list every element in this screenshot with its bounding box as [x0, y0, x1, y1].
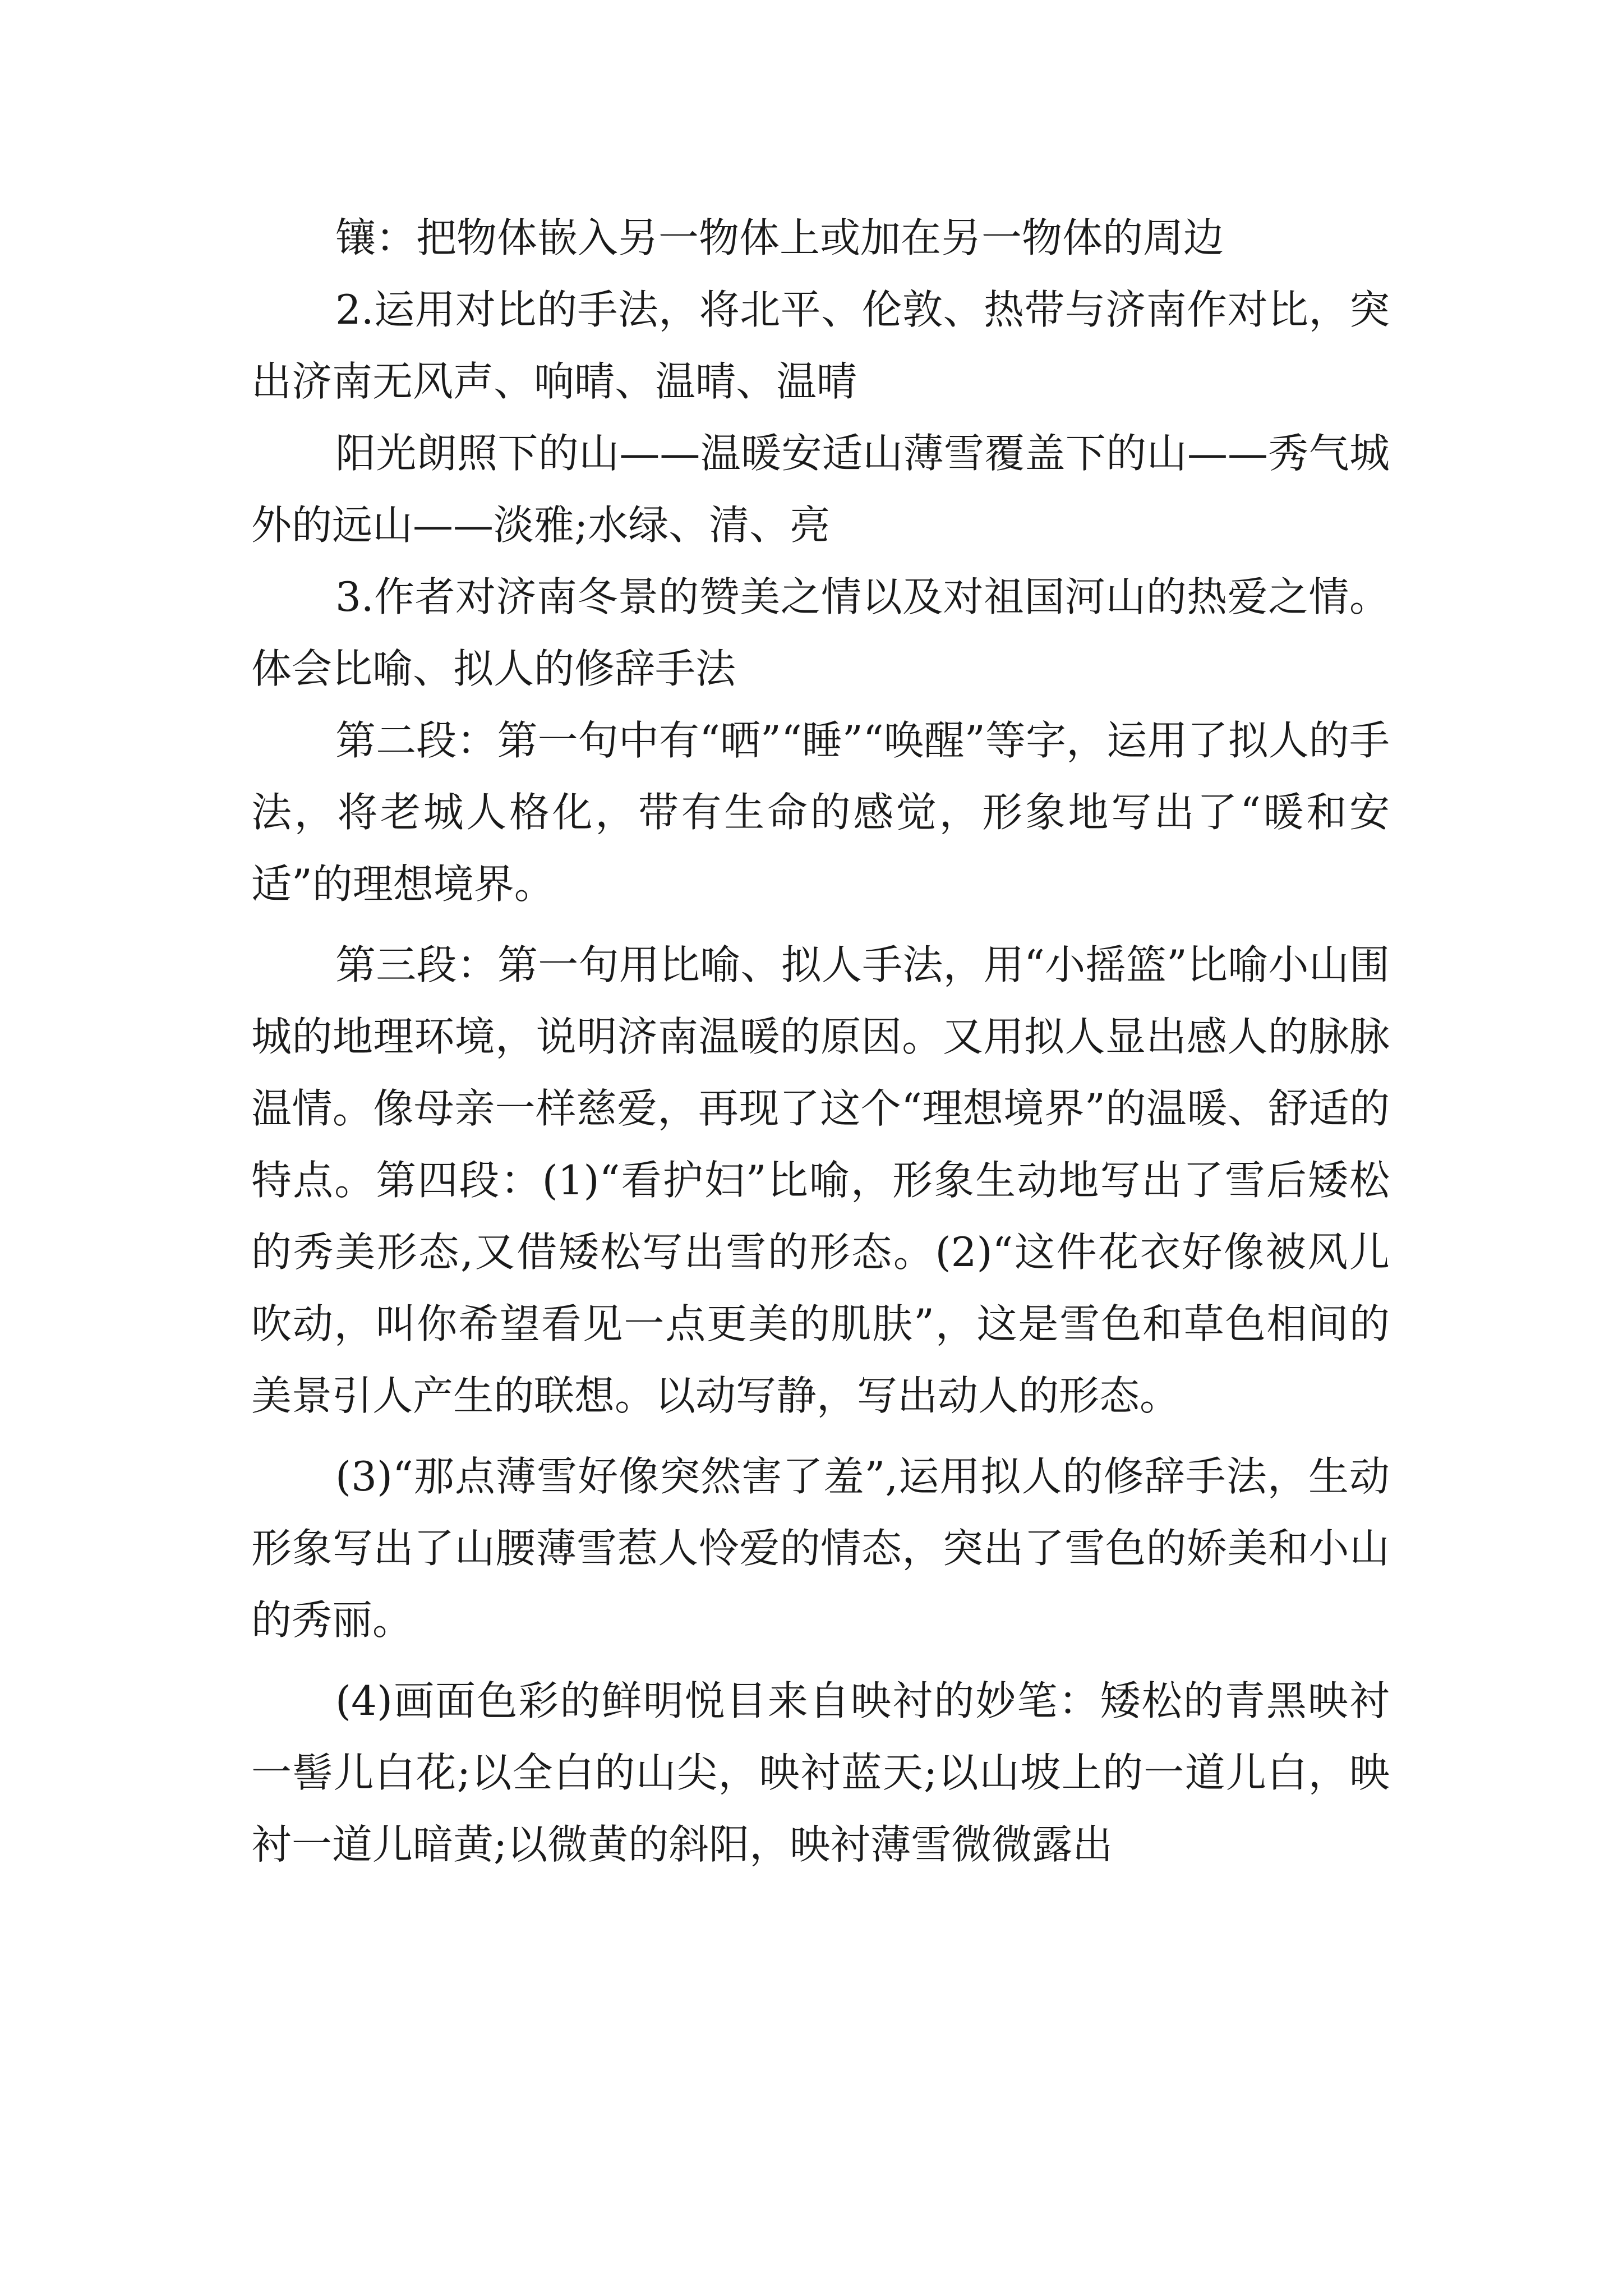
- paragraph-mountain-summary: 阳光朗照下的山——温暖安适山薄雪覆盖下的山——秀气城外的远山——淡雅;水绿、清、亮: [251, 430, 1390, 549]
- document-body: [251, 202, 1390, 1880]
- paragraph-item-3: (3)“那点薄雪好像突然害了羞”,运用拟人的修辞手法，生动形象写出了山腰薄雪惹人怜爱的情态，突出了雪色的娇美和小山的秀丽。: [251, 1453, 1390, 1644]
- paragraph-item-4: (4)画面色彩的鲜明悦目来自映衬的妙笔：矮松的青黑映衬一髻儿白花;以全白的山尖，映衬蓝天;以山坡上的一道儿白，映衬一道儿暗黄;以微黄的斜阳，映衬薄雪微微露出: [251, 1677, 1390, 1868]
- paragraph-point-3: 3.作者对济南冬景的赞美之情以及对祖国河山的热爱之情。体会比喻、拟人的修辞手法: [251, 573, 1390, 692]
- paragraph-section-3-4: 第三段：第一句用比喻、拟人手法，用“小摇篮”比喻小山围城的地理环境，说明济南温暖的原因。又用拟人显出感人的脉脉温情。像母亲一样慈爱，再现了这个“理想境界”的温暖、舒适的特点。第四段：(1)“看护妇”比喻，形象生动地写出了雪后矮松的秀美形态,又借矮松写出雪的形态。(2)“这件花衣好像被风儿吹动，叫你希望看见一点更美的肌肤”，这是雪色和草色相间的美景引人产生的联想。以动写静，写出动人的形态。: [251, 941, 1390, 1419]
- paragraph-section-2: 第二段：第一句中有“晒”“睡”“唤醒”等字，运用了拟人的手法，将老城人格化，带有生命的感觉，形象地写出了“暖和安适”的理想境界。: [251, 717, 1390, 908]
- paragraph-definition: 镶：把物体嵌入另一物体上或加在另一物体的周边: [335, 214, 1224, 261]
- paragraph-point-2: 2.运用对比的手法，将北平、伦敦、热带与济南作对比，突出济南无风声、响晴、温晴、温晴: [251, 286, 1390, 405]
